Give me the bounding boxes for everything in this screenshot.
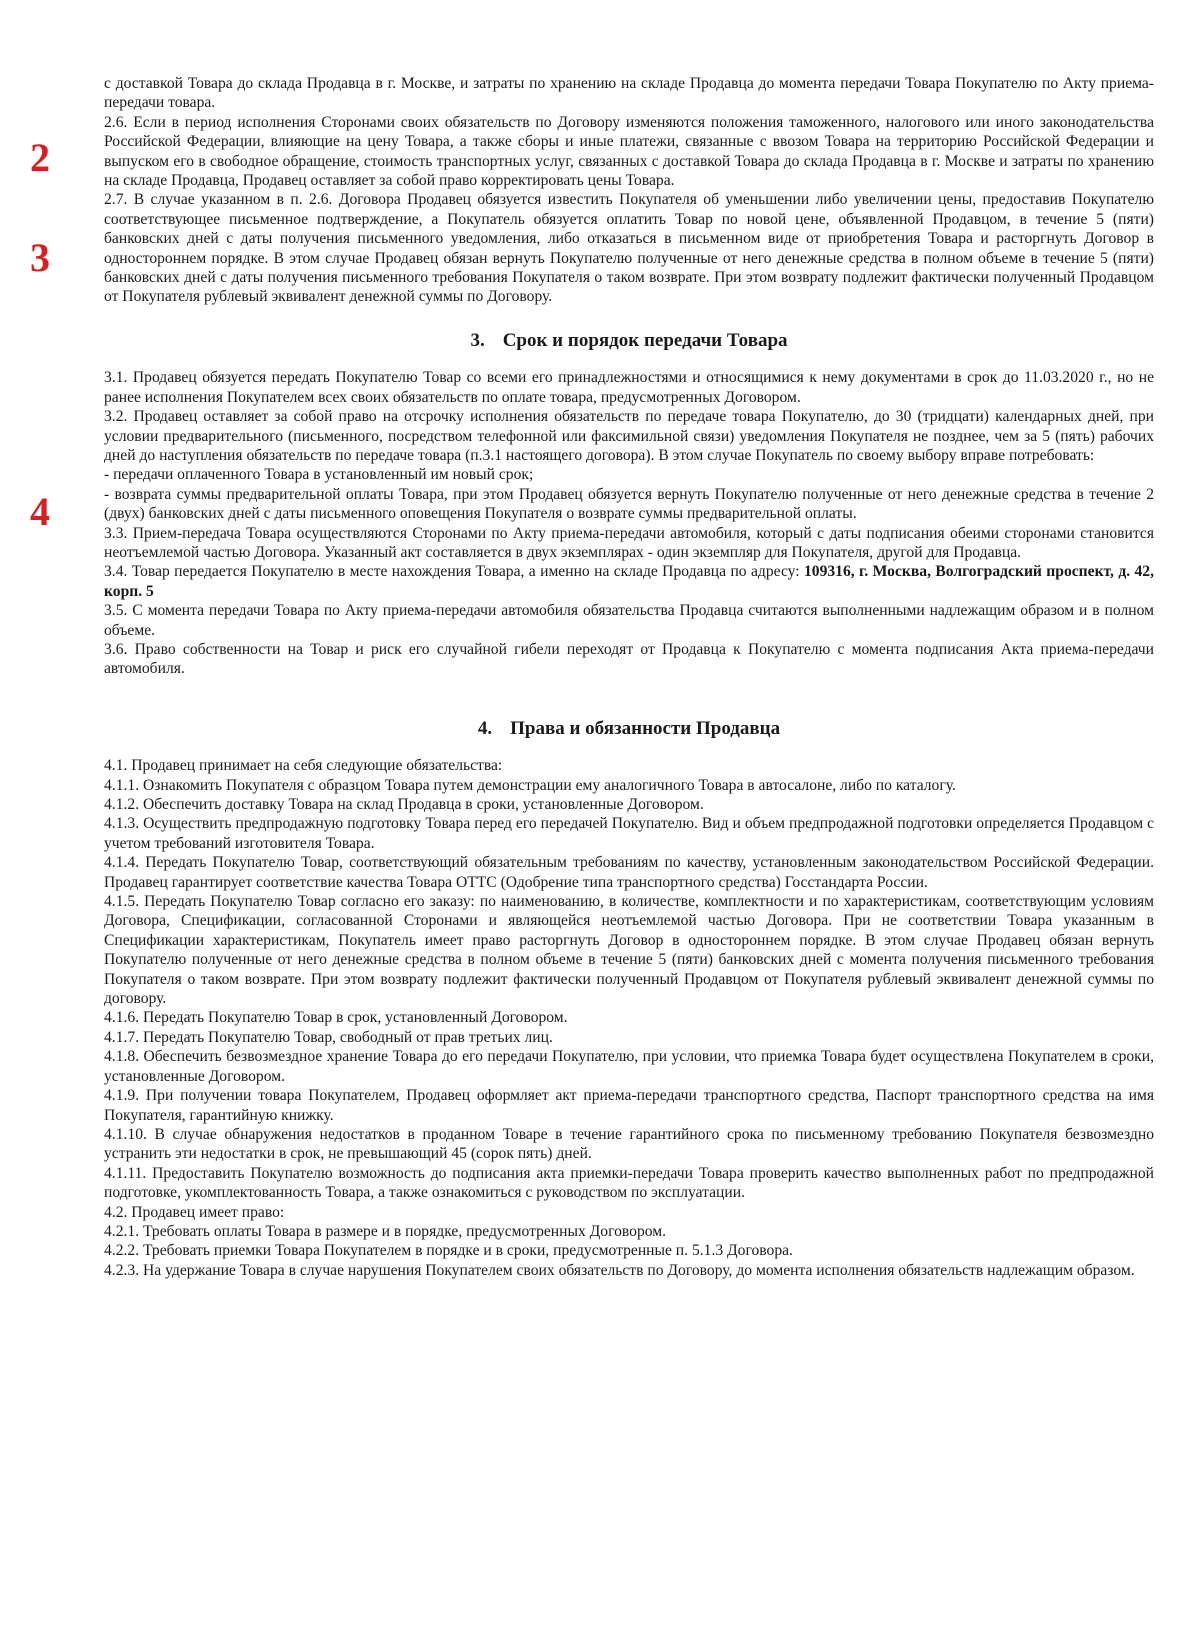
paragraph-4-1-3: 4.1.3. Осуществить предпродажную подготовку Товара перед его передачей Покупателю. Вид и объем предпродажной подготовки определяется Продавцом с учетом требований изготовителя Товара. xyxy=(104,815,1154,852)
paragraph-3-4 xyxy=(104,562,1154,601)
paragraph-4-1-7: 4.1.7. Передать Покупателю Товар, свободный от прав третьих лиц. xyxy=(104,1028,553,1046)
paragraph-4-1-4: 4.1.4. Передать Покупателю Товар, соответствующий обязательным требованиям по качеству, установленным законодательством Российской Федерации. Продавец гарантирует соответствие качества Товара ОТТС (Одобрение типа транспортного средства) Госстандарта России. xyxy=(104,854,1154,891)
margin-mark-3: 3 xyxy=(30,235,50,280)
paragraph-3-6: 3.6. Право собственности на Товар и риск его случайной гибели переходят от Продавца к Покупателю с момента подписания Акта приема-передачи автомобиля. xyxy=(104,640,1154,678)
section-4-number: 4. xyxy=(477,717,493,739)
section-3-title: Срок и порядок передачи Товара xyxy=(502,329,788,351)
section-3-heading xyxy=(104,331,1154,350)
document-body xyxy=(104,74,1154,1280)
paragraph-4-2: 4.2. Продавец имеет право: xyxy=(104,1203,285,1221)
margin-mark-2: 2 xyxy=(30,135,50,180)
paragraph-4-1-5: 4.1.5. Передать Покупателю Товар согласно его заказу: по наименованию, в количестве, комплектности и по характеристикам, соответствующим условиям Договора, Спецификации, согласованной Сторонами и являющейся неотъемлемой частью Договора. При не соответствии Товара указанным в Спецификации характеристикам, Покупатель имеет право расторгнуть Договор в одностороннем порядке. В этом случае Продавец обязан вернуть Покупателю полученные от него денежные средства в полном объеме в течение 5 (пяти) банковских дней с момента получения письменного требования Покупателя о таком возврате. При этом возврату подлежит фактически полученный Продавцом от Покупателя рублевый эквивалент денежной суммы по договору. xyxy=(104,893,1154,1008)
margin-mark-4: 4 xyxy=(30,489,50,534)
paragraph-3-3: 3.3. Прием-передача Товара осуществляются Сторонами по Акту приема-передачи автомобиля, который с даты подписания обеими сторонами становится неотъемлемой частью Договора. Указанный акт составляется в двух экземплярах - один экземпляр для Покупателя, другой для Продавца. xyxy=(104,524,1154,561)
paragraph-2-7: 2.7. В случае указанном в п. 2.6. Договора Продавец обязуется известить Покупателя об уменьшении либо увеличении цены, предоставив Покупателю соответствующее письменное подтверждение, а Покупатель обязуется оплатить Товар по новой цене, объявленной Продавцом, в течение 5 (пяти) банковских дней с даты получения письменного уведомления, либо отказаться в письменном виде от приобретения Товара и расторгнуть Договор в одностороннем порядке. В этом случае Продавец обязан вернуть Покупателю полученные от него денежные средства в полном объеме в течение 5 (пяти) банковских дней с даты получения письменного требования Покупателя о таком возврате. При этом возврату подлежит фактически полученный Продавцом от Покупателя рублевый эквивалент денежной суммы по Договору. xyxy=(104,191,1154,306)
paragraph-4-1-8: 4.1.8. Обеспечить безвозмездное хранение Товара до его передачи Покупателю, при условии, что приемка Товара будет осуществлена Покупателем в сроки, установленные Договором. xyxy=(104,1048,1154,1085)
paragraph-3-2-option-2: - возврата суммы предварительной оплаты Товара, при этом Продавец обязуется вернуть Покупателю полученные от него денежные средства в течение 2 (двух) банковских дней с даты письменного оповещения Покупателя о возврате суммы предварительной оплаты. xyxy=(104,485,1154,523)
paragraph-3-2: 3.2. Продавец оставляет за собой право на отсрочку исполнения обязательств по передаче товара Покупателю, до 30 (тридцати) календарных дней, при условии предварительного (письменного, посредством телефонной или факсимильной связи) уведомления Покупателя не позднее, чем за 5 (пять) рабочих дней до наступления обязательств по передаче товара (п.3.1 настоящего договора). В этом случае Покупатель по своему выбору вправе потребовать: xyxy=(104,408,1154,464)
paragraph-4-1-6: 4.1.6. Передать Покупателю Товар в срок, установленный Договором. xyxy=(104,1009,568,1027)
paragraph-3-4-text: 3.4. Товар передается Покупателю в месте нахождения Товара, а именно на складе Продавца по адресу: xyxy=(104,563,804,581)
paragraph-4-1-9: 4.1.9. При получении товара Покупателем, Продавец оформляет акт приема-передачи транспортного средства, Паспорт транспортного средства на имя Покупателя, гарантийную книжку. xyxy=(104,1087,1154,1124)
section-3-number: 3. xyxy=(470,329,485,351)
paragraph-4-1-1: 4.1.1. Ознакомить Покупателя с образцом Товара путем демонстрации ему аналогичного Товара в автосалоне, либо по каталогу. xyxy=(104,776,956,794)
paragraph-3-5: 3.5. С момента передачи Товара по Акту приема-передачи автомобиля обязательства Продавца считаются выполненными надлежащим образом и в полном объеме. xyxy=(104,602,1154,639)
paragraph-4-1-2: 4.1.2. Обеспечить доставку Товара на склад Продавца в сроки, установленные Договором. xyxy=(104,796,704,813)
paragraph-3-2-option-1: - передачи оплаченного Товара в установленный им новый срок; xyxy=(104,466,534,484)
paragraph-4-1-11: 4.1.11. Предоставить Покупателю возможность до подписания акта приемки-передачи Товара проверить качество выполненных работ по предпродажной подготовке, укомплектованность Товара, а также ознакомиться с руководством по эксплуатации. xyxy=(104,1164,1154,1202)
paragraph-4-2-3: 4.2.3. На удержание Товара в случае нарушения Покупателем своих обязательств по Договору, до момента исполнения обязательств надлежащим образом. xyxy=(104,1261,1135,1279)
section-4-title: Права и обязанности Продавца xyxy=(510,717,781,739)
paragraph-3-1: 3.1. Продавец обязуется передать Покупателю Товар со всеми его принадлежностями и относящимися к нему документами в срок до 11.03.2020 г., но не ранее исполнения Покупателем всех своих обязательств по оплате товара, предусмотренных Договором. xyxy=(104,369,1154,406)
paragraph-4-2-1: 4.2.1. Требовать оплаты Товара в размере и в порядке, предусмотренных Договором. xyxy=(104,1222,667,1240)
paragraph-4-1-10: 4.1.10. В случае обнаружения недостатков в проданном Товаре в течение гарантийного срока по письменному требованию Покупателя безвозмездно устранить эти недостатки в срок, не превышающий 45 (сорок пять) дней. xyxy=(104,1125,1154,1163)
paragraph-2-6: 2.6. Если в период исполнения Сторонами своих обязательств по Договору изменяются положения таможенного, налогового или иного законодательства Российской Федерации, влияющие на цену Товара, а также сборы и иные платежи, связанные с ввозом Товара на территорию Российской Федерации и выпуском его в свободное обращение, стоимость транспортных услуг, связанных с доставкой Товара до склада Продавца в г. Москве и затраты по хранению на складе Продавца, Продавец оставляет за собой право корректировать цены Товара. xyxy=(104,113,1154,190)
paragraph-continuation: с доставкой Товара до склада Продавца в г. Москве, и затраты по хранению на складе Продавца до момента передачи Товара Покупателю по Акту приема-передачи товара. xyxy=(104,75,1154,112)
section-4-heading xyxy=(104,719,1154,738)
paragraph-4-2-2: 4.2.2. Требовать приемки Товара Покупателем в порядке и в сроки, предусмотренные п. 5.1.3 Договора. xyxy=(104,1242,793,1260)
seller-warehouse-address: 109316, г. Москва, Волгоградский проспект, д. 42, корп. 5 xyxy=(104,563,1154,600)
paragraph-4-1: 4.1. Продавец принимает на себя следующие обязательства: xyxy=(104,757,503,775)
